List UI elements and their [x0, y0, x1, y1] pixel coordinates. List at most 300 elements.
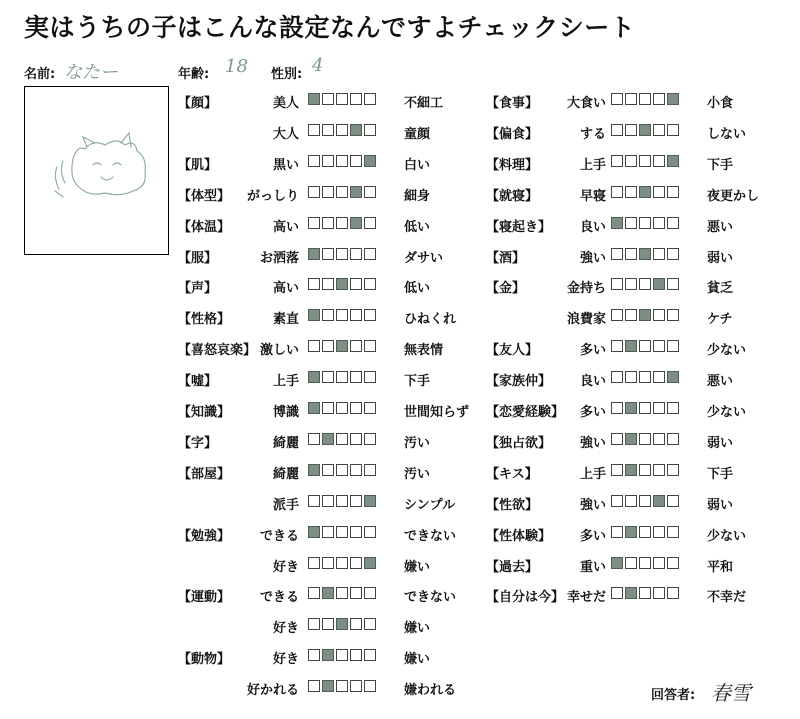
- trait-left-label: 早寝: [579, 188, 606, 204]
- trait-left-label: 高い: [272, 281, 299, 297]
- trait-left-label: がっしり: [246, 188, 299, 204]
- scale-box[interactable]: [625, 557, 637, 569]
- trait-row: [486, 151, 786, 173]
- scale-box[interactable]: [322, 93, 334, 105]
- scale-box-checked[interactable]: [639, 309, 651, 321]
- trait-right-label: 少ない: [707, 343, 747, 359]
- scale-box[interactable]: [336, 217, 348, 229]
- scale-box[interactable]: [667, 587, 679, 599]
- scale-box[interactable]: [350, 680, 362, 692]
- trait-category: 【過去】: [486, 559, 539, 575]
- scale-box[interactable]: [308, 278, 320, 290]
- scale-box[interactable]: [653, 155, 665, 167]
- scale-box-checked[interactable]: [667, 93, 679, 105]
- scale-box[interactable]: [639, 402, 651, 414]
- trait-row: [486, 460, 786, 482]
- trait-left-label: 好き: [272, 621, 299, 637]
- scale-box-checked[interactable]: [611, 217, 623, 229]
- scale-box-checked[interactable]: [653, 278, 665, 290]
- scale-box[interactable]: [653, 93, 665, 105]
- trait-scale: [611, 587, 679, 599]
- trait-row: [178, 367, 478, 389]
- trait-left-label: 多い: [579, 528, 606, 544]
- scale-box[interactable]: [322, 124, 334, 136]
- trait-category: 【就寝】: [486, 188, 539, 204]
- trait-category: 【嘘】: [178, 374, 218, 390]
- trait-left-label: 強い: [579, 497, 606, 513]
- scale-box[interactable]: [350, 340, 362, 352]
- trait-scale: [611, 464, 679, 476]
- trait-left-label: する: [579, 126, 606, 142]
- scale-box[interactable]: [364, 124, 376, 136]
- scale-box[interactable]: [336, 557, 348, 569]
- scale-box[interactable]: [667, 309, 679, 321]
- scale-box[interactable]: [350, 618, 362, 630]
- trait-left-label: 幸せだ: [566, 590, 606, 606]
- scale-box[interactable]: [639, 433, 651, 445]
- trait-category: 【寝起き】: [486, 219, 552, 235]
- scale-box[interactable]: [667, 278, 679, 290]
- scale-box[interactable]: [667, 464, 679, 476]
- scale-box[interactable]: [308, 618, 320, 630]
- trait-row: [486, 553, 786, 575]
- scale-box[interactable]: [364, 340, 376, 352]
- scale-box[interactable]: [364, 526, 376, 538]
- scale-box[interactable]: [336, 649, 348, 661]
- scale-box-checked[interactable]: [364, 495, 376, 507]
- scale-box[interactable]: [336, 124, 348, 136]
- scale-box[interactable]: [336, 186, 348, 198]
- scale-box[interactable]: [625, 155, 637, 167]
- scale-box-checked[interactable]: [667, 371, 679, 383]
- scale-box[interactable]: [322, 464, 334, 476]
- scale-box[interactable]: [322, 402, 334, 414]
- trait-category: 【友人】: [486, 343, 539, 359]
- scale-box[interactable]: [653, 402, 665, 414]
- trait-row: [178, 244, 478, 266]
- scale-box[interactable]: [350, 402, 362, 414]
- scale-box[interactable]: [667, 186, 679, 198]
- scale-box[interactable]: [667, 248, 679, 260]
- scale-box-checked[interactable]: [653, 495, 665, 507]
- scale-box[interactable]: [611, 186, 623, 198]
- trait-left-label: 高い: [272, 219, 299, 235]
- scale-box[interactable]: [625, 309, 637, 321]
- scale-box-checked[interactable]: [364, 557, 376, 569]
- scale-box[interactable]: [364, 248, 376, 260]
- scale-box-checked[interactable]: [308, 309, 320, 321]
- scale-box[interactable]: [653, 186, 665, 198]
- scale-box[interactable]: [336, 248, 348, 260]
- scale-box[interactable]: [336, 587, 348, 599]
- scale-box[interactable]: [611, 526, 623, 538]
- scale-box[interactable]: [364, 587, 376, 599]
- trait-right-label: できない: [404, 528, 457, 544]
- trait-right-label: 不細工: [404, 96, 444, 111]
- scale-box[interactable]: [625, 248, 637, 260]
- scale-box[interactable]: [308, 155, 320, 167]
- trait-left-label: 良い: [579, 219, 606, 235]
- scale-box[interactable]: [625, 124, 637, 136]
- scale-box[interactable]: [308, 186, 320, 198]
- trait-category: 【家族仲】: [486, 374, 552, 390]
- scale-box[interactable]: [625, 495, 637, 507]
- trait-row: [178, 460, 478, 482]
- scale-box[interactable]: [653, 340, 665, 352]
- scale-box[interactable]: [639, 587, 651, 599]
- scale-box[interactable]: [350, 371, 362, 383]
- scale-box[interactable]: [322, 526, 334, 538]
- trait-row: [178, 491, 478, 513]
- scale-box[interactable]: [308, 217, 320, 229]
- scale-box[interactable]: [336, 402, 348, 414]
- trait-row: [178, 522, 478, 544]
- trait-scale: [308, 587, 376, 599]
- trait-category: 【偏食】: [486, 126, 539, 142]
- scale-box[interactable]: [322, 217, 334, 229]
- scale-box[interactable]: [625, 278, 637, 290]
- trait-left-label: 大人: [272, 126, 299, 142]
- trait-scale: [611, 526, 679, 538]
- scale-box[interactable]: [653, 248, 665, 260]
- age-label: 年齢:: [178, 67, 210, 82]
- scale-box[interactable]: [364, 93, 376, 105]
- trait-category: 【金】: [486, 281, 526, 297]
- trait-scale: [611, 248, 679, 260]
- trait-left-label: できる: [259, 590, 299, 606]
- scale-box[interactable]: [653, 217, 665, 229]
- scale-box[interactable]: [639, 464, 651, 476]
- scale-box[interactable]: [364, 433, 376, 445]
- scale-box-checked[interactable]: [625, 464, 637, 476]
- trait-row: [486, 429, 786, 451]
- scale-box[interactable]: [653, 557, 665, 569]
- trait-right-label: 少ない: [707, 528, 747, 544]
- trait-scale: [308, 680, 376, 692]
- scale-box-checked[interactable]: [322, 649, 334, 661]
- trait-left-label: できる: [259, 528, 299, 544]
- trait-category: 【酒】: [486, 250, 526, 266]
- scale-box-checked[interactable]: [625, 526, 637, 538]
- scale-box[interactable]: [350, 248, 362, 260]
- scale-box[interactable]: [611, 340, 623, 352]
- trait-category: 【字】: [178, 435, 218, 451]
- trait-right-label: 低い: [404, 219, 431, 235]
- scale-box[interactable]: [639, 278, 651, 290]
- scale-box[interactable]: [350, 464, 362, 476]
- scale-box[interactable]: [611, 93, 623, 105]
- scale-box[interactable]: [364, 649, 376, 661]
- scale-box[interactable]: [336, 155, 348, 167]
- scale-box[interactable]: [667, 124, 679, 136]
- scale-box[interactable]: [611, 278, 623, 290]
- trait-row: [486, 244, 786, 266]
- scale-box[interactable]: [625, 93, 637, 105]
- scale-box-checked[interactable]: [322, 433, 334, 445]
- scale-box[interactable]: [639, 495, 651, 507]
- scale-box[interactable]: [350, 155, 362, 167]
- gender-label: 性別:: [271, 67, 303, 82]
- scale-box-checked[interactable]: [308, 371, 320, 383]
- trait-right-label: 平和: [707, 559, 734, 575]
- scale-box[interactable]: [364, 618, 376, 630]
- scale-box[interactable]: [336, 93, 348, 105]
- scale-box[interactable]: [653, 371, 665, 383]
- scale-box[interactable]: [667, 340, 679, 352]
- scale-box-checked[interactable]: [336, 618, 348, 630]
- scale-box[interactable]: [364, 464, 376, 476]
- scale-box-checked[interactable]: [308, 248, 320, 260]
- trait-scale: [308, 557, 376, 569]
- trait-right-label: 悪い: [707, 219, 734, 235]
- scale-box[interactable]: [336, 371, 348, 383]
- scale-box[interactable]: [611, 124, 623, 136]
- scale-box-checked[interactable]: [308, 93, 320, 105]
- scale-box[interactable]: [322, 186, 334, 198]
- portrait-box: [24, 86, 169, 255]
- trait-scale: [308, 278, 376, 290]
- scale-box[interactable]: [653, 464, 665, 476]
- scale-box[interactable]: [639, 217, 651, 229]
- trait-category: 【性格】: [178, 312, 231, 328]
- scale-box[interactable]: [653, 587, 665, 599]
- trait-scale: [308, 433, 376, 445]
- trait-category: 【顔】: [178, 96, 218, 111]
- scale-box[interactable]: [350, 433, 362, 445]
- trait-scale: [611, 371, 679, 383]
- scale-box[interactable]: [611, 402, 623, 414]
- scale-box[interactable]: [322, 557, 334, 569]
- trait-scale: [308, 93, 376, 105]
- trait-scale: [308, 155, 376, 167]
- trait-category: 【部屋】: [178, 466, 231, 482]
- trait-scale: [611, 495, 679, 507]
- trait-left-label: お洒落: [259, 250, 299, 266]
- trait-category: 【キス】: [486, 466, 538, 482]
- scale-box-checked[interactable]: [364, 155, 376, 167]
- trait-category: 【体温】: [178, 219, 231, 235]
- scale-box[interactable]: [308, 680, 320, 692]
- scale-box[interactable]: [364, 309, 376, 321]
- scale-box-checked[interactable]: [639, 186, 651, 198]
- scale-box[interactable]: [336, 526, 348, 538]
- name-label: 名前:: [24, 67, 56, 82]
- scale-box[interactable]: [322, 340, 334, 352]
- trait-row: [486, 522, 786, 544]
- scale-box[interactable]: [308, 557, 320, 569]
- scale-box[interactable]: [639, 340, 651, 352]
- trait-row: [178, 429, 478, 451]
- trait-row: [178, 583, 478, 605]
- trait-right-label: ケチ: [707, 312, 733, 328]
- scale-box[interactable]: [667, 526, 679, 538]
- scale-box[interactable]: [364, 371, 376, 383]
- scale-box-checked[interactable]: [639, 248, 651, 260]
- scale-box[interactable]: [611, 495, 623, 507]
- scale-box-checked[interactable]: [336, 340, 348, 352]
- scale-box-checked[interactable]: [625, 587, 637, 599]
- scale-box[interactable]: [364, 186, 376, 198]
- scale-box[interactable]: [611, 464, 623, 476]
- scale-box[interactable]: [336, 464, 348, 476]
- scale-box[interactable]: [350, 309, 362, 321]
- trait-right-label: 不幸だ: [707, 590, 747, 606]
- scale-box[interactable]: [308, 495, 320, 507]
- scale-box-checked[interactable]: [308, 526, 320, 538]
- trait-row: [178, 182, 478, 204]
- trait-category: 【料理】: [486, 157, 539, 173]
- trait-scale: [308, 186, 376, 198]
- scale-box[interactable]: [308, 433, 320, 445]
- scale-box[interactable]: [308, 649, 320, 661]
- scale-box[interactable]: [364, 278, 376, 290]
- trait-scale: [308, 124, 376, 136]
- trait-category: 【声】: [178, 281, 218, 297]
- scale-box-checked[interactable]: [322, 680, 334, 692]
- trait-right-label: 嫌い: [404, 621, 431, 637]
- trait-row: [486, 305, 786, 327]
- trait-right-label: 嫌い: [404, 652, 431, 668]
- scale-box-checked[interactable]: [639, 124, 651, 136]
- trait-right-label: ダサい: [404, 250, 444, 266]
- trait-row: [486, 398, 786, 420]
- scale-box[interactable]: [639, 557, 651, 569]
- scale-box[interactable]: [667, 217, 679, 229]
- trait-row: [178, 213, 478, 235]
- trait-category: 【恋愛経験】: [486, 405, 565, 420]
- scale-box[interactable]: [653, 124, 665, 136]
- trait-left-label: 好かれる: [246, 683, 299, 699]
- scale-box[interactable]: [364, 402, 376, 414]
- scale-box[interactable]: [667, 557, 679, 569]
- trait-scale: [308, 309, 376, 321]
- scale-box[interactable]: [667, 495, 679, 507]
- scale-box[interactable]: [653, 309, 665, 321]
- trait-row: [178, 398, 478, 420]
- scale-box-checked[interactable]: [350, 124, 362, 136]
- trait-row: [486, 213, 786, 235]
- trait-row: [486, 367, 786, 389]
- trait-right-label: 白い: [404, 157, 431, 173]
- trait-row: [486, 491, 786, 513]
- scale-box[interactable]: [308, 340, 320, 352]
- trait-right-label: シンプル: [404, 497, 456, 513]
- scale-box[interactable]: [308, 587, 320, 599]
- scale-box[interactable]: [364, 217, 376, 229]
- scale-box-checked[interactable]: [350, 186, 362, 198]
- answerer-name: 春雪: [711, 681, 751, 705]
- scale-box[interactable]: [322, 309, 334, 321]
- trait-category: 【食事】: [486, 96, 539, 111]
- scale-box-checked[interactable]: [625, 433, 637, 445]
- scale-box[interactable]: [653, 526, 665, 538]
- trait-right-label: 小食: [707, 96, 734, 111]
- trait-right-label: 下手: [707, 466, 734, 482]
- trait-left-label: 上手: [579, 157, 606, 173]
- trait-scale: [308, 217, 376, 229]
- trait-right-label: 弱い: [707, 497, 734, 513]
- scale-box[interactable]: [611, 155, 623, 167]
- scale-box[interactable]: [350, 557, 362, 569]
- scale-box[interactable]: [350, 93, 362, 105]
- scale-box[interactable]: [350, 649, 362, 661]
- scale-box[interactable]: [322, 155, 334, 167]
- scale-box[interactable]: [639, 93, 651, 105]
- gender-value: 4: [312, 55, 324, 76]
- scale-box[interactable]: [336, 680, 348, 692]
- scale-box[interactable]: [639, 155, 651, 167]
- scale-box[interactable]: [639, 526, 651, 538]
- scale-box[interactable]: [667, 402, 679, 414]
- trait-left-label: 強い: [579, 250, 606, 266]
- scale-box[interactable]: [336, 433, 348, 445]
- scale-box-checked[interactable]: [625, 402, 637, 414]
- scale-box[interactable]: [350, 526, 362, 538]
- scale-box[interactable]: [336, 495, 348, 507]
- trait-left-label: 大食い: [566, 96, 606, 111]
- scale-box-checked[interactable]: [308, 402, 320, 414]
- scale-box[interactable]: [350, 278, 362, 290]
- scale-box[interactable]: [639, 371, 651, 383]
- trait-category: 【肌】: [178, 157, 218, 173]
- trait-scale: [611, 557, 679, 569]
- scale-box[interactable]: [336, 309, 348, 321]
- scale-box[interactable]: [350, 587, 362, 599]
- trait-row: [178, 120, 478, 142]
- trait-scale: [308, 340, 376, 352]
- scale-box[interactable]: [667, 433, 679, 445]
- scale-box[interactable]: [322, 371, 334, 383]
- scale-box[interactable]: [322, 248, 334, 260]
- scale-box[interactable]: [625, 217, 637, 229]
- scale-box[interactable]: [611, 433, 623, 445]
- scale-box-checked[interactable]: [350, 217, 362, 229]
- scale-box[interactable]: [350, 495, 362, 507]
- age-value: 18: [225, 56, 248, 77]
- trait-left-label: 多い: [579, 405, 606, 420]
- scale-box[interactable]: [322, 618, 334, 630]
- scale-box[interactable]: [611, 248, 623, 260]
- trait-row: [178, 336, 478, 358]
- scale-box-checked[interactable]: [322, 587, 334, 599]
- scale-box-checked[interactable]: [667, 155, 679, 167]
- trait-scale: [308, 618, 376, 630]
- scale-box[interactable]: [625, 371, 637, 383]
- trait-row: [178, 305, 478, 327]
- trait-row: [178, 151, 478, 173]
- scale-box[interactable]: [364, 680, 376, 692]
- trait-row: [486, 583, 786, 605]
- trait-right-label: 少ない: [707, 405, 747, 420]
- scale-box[interactable]: [653, 433, 665, 445]
- scale-box[interactable]: [322, 495, 334, 507]
- scale-box-checked[interactable]: [625, 340, 637, 352]
- scale-box[interactable]: [625, 186, 637, 198]
- scale-box[interactable]: [308, 124, 320, 136]
- trait-category: 【性欲】: [486, 497, 539, 513]
- scale-box[interactable]: [611, 371, 623, 383]
- scale-box-checked[interactable]: [336, 278, 348, 290]
- scale-box[interactable]: [611, 309, 623, 321]
- scale-box-checked[interactable]: [611, 557, 623, 569]
- scale-box[interactable]: [322, 278, 334, 290]
- trait-scale: [611, 155, 679, 167]
- trait-left-label: 好き: [272, 652, 299, 668]
- scale-box-checked[interactable]: [308, 464, 320, 476]
- trait-left-label: 綺麗: [272, 466, 299, 482]
- scale-box[interactable]: [611, 587, 623, 599]
- trait-category: 【知識】: [178, 405, 231, 420]
